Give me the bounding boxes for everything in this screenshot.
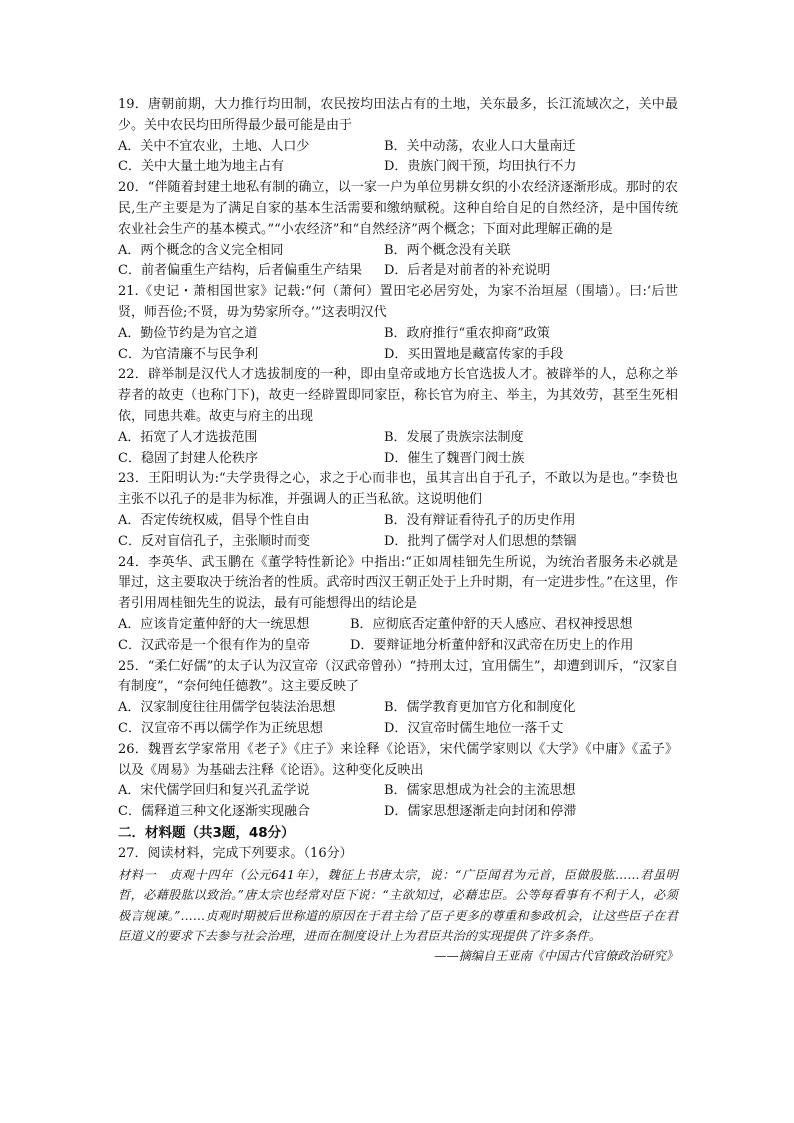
option-d: D．贵族门阀干预，均田执行不力 — [384, 159, 577, 175]
option-b: B．发展了贵族宗法制度 — [384, 429, 524, 445]
question-22 — [118, 365, 678, 469]
option-c: C．儒释道三种文化逐渐实现融合 — [118, 804, 310, 820]
question-25 — [118, 657, 678, 740]
option-a: A．否定传统权威，倡导个性自由 — [118, 512, 310, 528]
option-c: C．为官清廉不与民争利 — [118, 346, 258, 362]
question-stem: 23．王阳明认为:“夫学贵得之心，求之于心而非也，虽其言出自于孔子，不敢以为是也。”李贽也主张不以孔子的是非为标准，并强调人的正当私欲。这说明他们 — [118, 471, 678, 508]
material-source: ——摘编自王亚南《中国古代官僚政治研究》 — [434, 949, 678, 964]
option-d: D．后者是对前者的补充说明 — [384, 263, 551, 279]
option-b: B．儒家思想成为社会的主流思想 — [384, 783, 576, 799]
material-one: 材料一 贞观十四年（公元641年），魏征上书唐太宗，说：“广臣闻君为元首，臣做股肱……君虽明哲，必藉股肱以致治。”唐太宗也经常对臣下说：“主欲知过，必藉忠臣。公等每看事有不利于人，必须极言规谏。”……贞观时期被后世称道的原因在于君主给了臣子更多的尊重和参政机会，让这些臣子在君臣道义的要求下去参与社会治理，进而在制度设计上为君臣共治的实现提供了许多条件。 — [118, 867, 678, 943]
option-a: A．拓宽了人才选拔范围 — [118, 429, 258, 445]
question-20 — [118, 178, 678, 282]
question-stem: 21.《史记・萧相国世家》记载:“何（萧何）置田宅必居穷处，为家不治垣屋（围墙）。曰:‘后世贤，师吾俭;不贤，毋为势家所夺。’”这表明汉代 — [118, 284, 678, 320]
question-19 — [118, 95, 678, 178]
option-d: D．买田置地是藏富传家的手段 — [384, 346, 564, 362]
option-b: B．没有辩证看待孔子的历史作用 — [384, 512, 576, 528]
option-b: B．关中动荡，农业人口大量南迁 — [384, 138, 576, 154]
option-c: C．汉宣帝不再以儒学作为正统思想 — [118, 720, 323, 736]
section-heading: 二．材料题（共3题，48分） — [118, 824, 295, 841]
question-21 — [118, 282, 678, 365]
option-b: B．儒学教育更加官方化和制度化 — [384, 700, 576, 716]
option-d: D．汉宣帝时儒生地位一落千丈 — [384, 720, 564, 736]
question-stem: 22．辟举制是汉代人才选拔制度的一种，即由皇帝或地方长官选拔人才。被辟举的人，总称之举荐者的故吏（也称门下)，故吏一经辟置即同家臣，称长官为府主、举主，为其效劳，甚至生死相依，同患共难。故吏与府主的出现 — [118, 367, 678, 424]
option-a: A．勤俭节约是为官之道 — [118, 325, 258, 341]
question-24 — [118, 553, 678, 657]
option-d: D．催生了魏晋门阀士族 — [384, 450, 525, 466]
option-b: B．政府推行“重农抑商”政策 — [384, 325, 550, 341]
option-a: A．两个概念的含义完全相同 — [118, 242, 284, 258]
option-c: C．前者偏重生产结构，后者偏重生产结果 — [118, 263, 362, 279]
option-a: A．关中不宜农业，土地、人口少 — [118, 138, 310, 154]
question-stem: 26．魏晋玄学家常用《老子》《庄子》来诠释《论语》，宋代儒学家则以《大学》《中庸》《孟子》以及《周易》为基础去注释《论语》。这种变化反映出 — [118, 741, 678, 778]
option-a: A．汉家制度往往用儒学包装法治思想 — [118, 700, 336, 716]
question-stem: 25．“柔仁好儒”的太子认为汉宣帝（汉武帝曾孙）“持刑太过，宜用儒生”，却遭到训斥，“汉家自有制度”，“奈何纯任德教”。这主要反映了 — [118, 658, 678, 695]
question-stem: 19．唐朝前期，大力推行均田制，农民按均田法占有的土地，关东最多，长江流域次之，关中最少。关中农民均田所得最少最可能是由于 — [118, 97, 678, 133]
question-stem: 20．“伴随着封建土地私有制的确立，以一家一户为单位男耕女织的小农经济逐渐形成。那时的农民,生产主要是为了满足自家的基本生活需要和缴纳赋税。这种自给自足的自然经济，是中国传统农业社会生产的基本模式。”“小农经济”和“自然经济”两个概念；下面对此理解正确的是 — [118, 180, 678, 237]
option-d: D．要辩证地分析董仲舒和汉武帝在历史上的作用 — [350, 637, 634, 653]
option-c: C．汉武帝是一个很有作为的皇帝 — [118, 637, 310, 653]
option-d: D．儒家思想逐渐走向封闭和停滞 — [384, 804, 577, 820]
exam-page — [118, 95, 678, 967]
option-b: B．两个概念没有关联 — [384, 242, 511, 258]
option-a: A．宋代儒学回归和复兴孔孟学说 — [118, 783, 310, 799]
option-d: D．批判了儒学对人们思想的禁锢 — [384, 533, 577, 549]
question-27 — [118, 844, 678, 967]
question-23 — [118, 469, 678, 552]
question-26 — [118, 740, 678, 823]
option-b: B．应彻底否定董仲舒的天人感应、君权神授思想 — [350, 616, 633, 632]
question-stem: 27．阅读材料，完成下列要求。（16分） — [118, 845, 353, 861]
question-stem: 24．李英华、武玉鹏在《董学特性新论》中指出:“正如周桂钿先生所说，为统治者服务未必就是罪过，这主要取决于统治者的性质。武帝时西汉王朝正处于上升时期，有一定进步性。”在这里，作者引用周桂钿先生的说法，最有可能想得出的结论是 — [118, 554, 678, 612]
option-c: C．稳固了封建人伦秩序 — [118, 450, 258, 466]
option-c: C．反对盲信孔子，主张顺时而变 — [118, 533, 310, 549]
option-a: A．应该肯定董仲舒的大一统思想 — [118, 616, 310, 632]
option-c: C．关中大量土地为地主占有 — [118, 159, 284, 175]
